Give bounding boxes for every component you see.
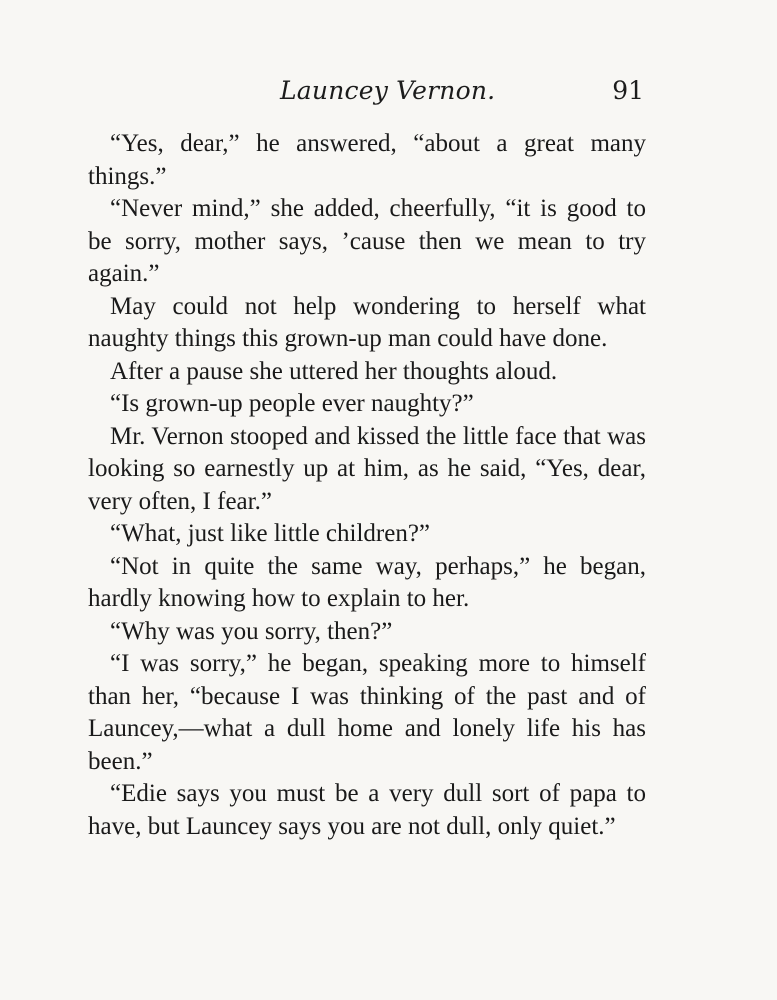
paragraph: “Why was you sorry, then?” <box>110 617 393 645</box>
paragraph: After a pause she uttered her thoughts aloud. <box>110 357 558 385</box>
paragraph: “Not in quite the same way, perhaps,” he began, hardly knowing how to explain to her. <box>88 552 646 612</box>
paragraph: May could not help wondering to herself what naughty things this grown-up man could have done. <box>88 292 646 352</box>
paragraph: Mr. Vernon stooped and kissed the little face that was looking so earnestly up at him, as he said, “Yes, dear, very often, I fear.” <box>88 422 646 515</box>
paragraph: “What, just like little children?” <box>110 520 431 547</box>
paragraph: “I was sorry,” he began, speaking more to himself than her, “because I was thinking of the past and of Launcey,—what a dull home and lonely life his has been.” <box>88 650 646 775</box>
paragraph: “Is grown-up people ever naughty?” <box>110 390 474 417</box>
paragraph: “Edie says you must be a very dull sort of papa to have, but Launcey says you are not dull, only quiet.” <box>88 780 646 840</box>
body-text <box>88 128 646 843</box>
page-number: 91 <box>612 76 644 105</box>
paragraph: “Never mind,” she added, cheerfully, “it is good to be sorry, mother says, ’cause then we mean to try again.” <box>88 195 646 287</box>
running-head <box>0 76 777 112</box>
running-title: Launcey Vernon. <box>280 76 496 105</box>
paragraph: “Yes, dear,” he answered, “about a great many things.” <box>88 130 646 190</box>
